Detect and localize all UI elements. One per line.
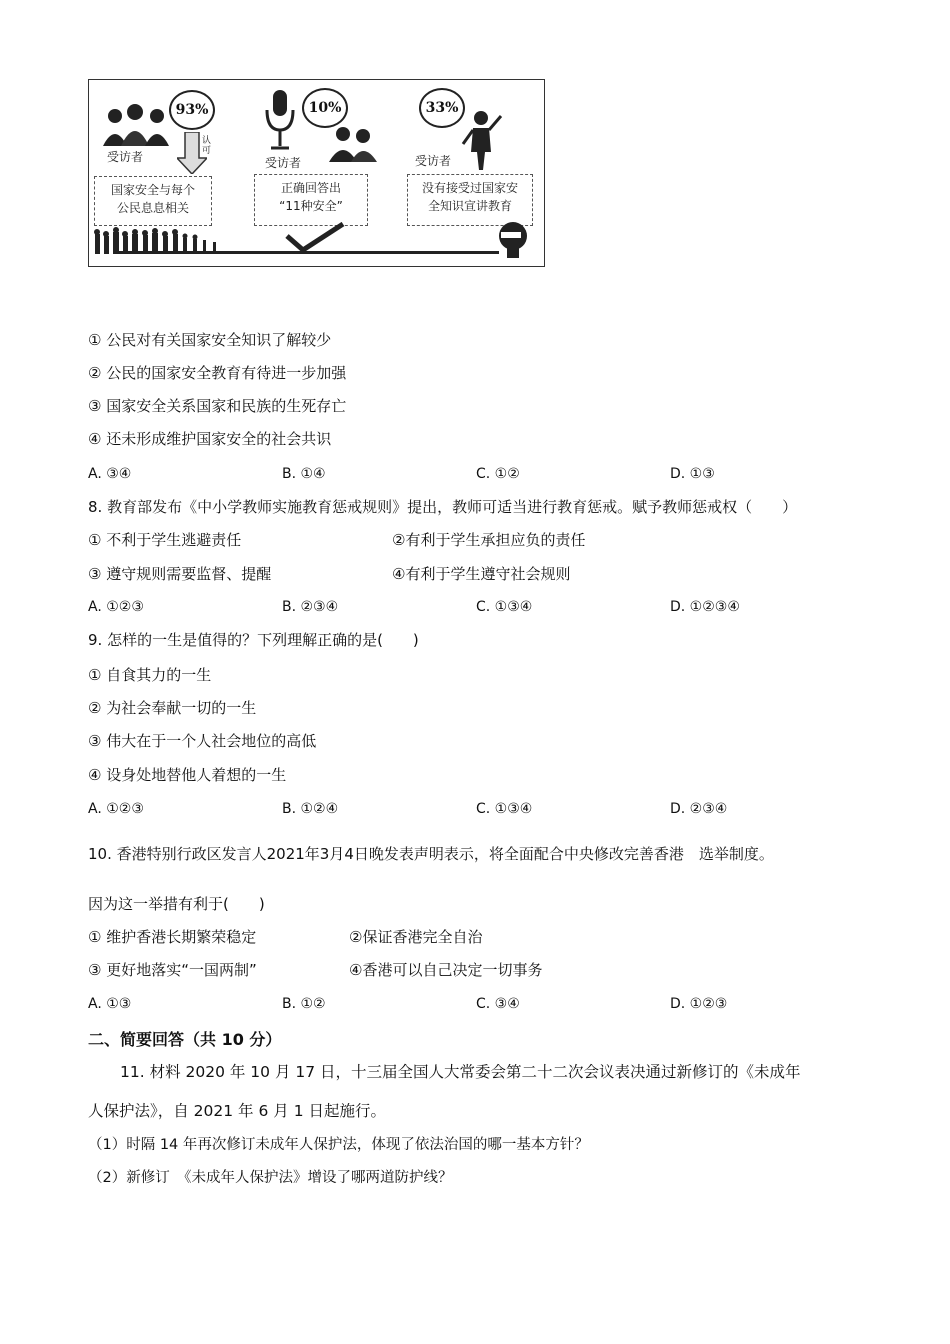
q10-statement-1: ① 维护香港长期繁荣稳定 — [88, 928, 257, 946]
q7-option-b: B. ①④ — [282, 466, 326, 482]
q10-stem-line1: 10. 香港特别行政区发言人2021年3月4日晚发表声明表示，将全面配合中央修改完善香港 选举制度。 — [88, 845, 774, 863]
q8-option-b: B. ②③④ — [282, 599, 339, 615]
q8-option-c: C. ①③④ — [476, 599, 533, 615]
person-gesturing-icon — [459, 108, 503, 170]
q11-subquestion-1: （1）时隔 14 年再次修订未成年人保护法，体现了依法治国的哪一基本方针？ — [88, 1137, 589, 1153]
percent-bubble-1: 93% — [169, 90, 215, 130]
figure-baseline — [119, 251, 499, 254]
q8-statement-4: ④有利于学生遵守社会规则 — [392, 565, 571, 583]
q9-statement-4: ④ 设身处地替他人着想的一生 — [88, 766, 287, 784]
fact-box-1 — [94, 176, 212, 226]
q8-statement-1: ① 不利于学生逃避责任 — [88, 531, 242, 549]
q10-statement-3: ③ 更好地落实“一国两制” — [88, 961, 257, 979]
q10-stem-line2: 因为这一举措有利于( ) — [88, 895, 265, 913]
arrow-label: 认可 — [202, 136, 212, 156]
people-group-icon — [103, 102, 173, 148]
caption-1: 受访者 — [107, 150, 144, 164]
q9-option-d: D. ②③④ — [670, 801, 728, 817]
q8-stem: 8. 教育部发布《中小学教师实施教育惩戒规则》提出，教师可适当进行教育惩戒。赋予教师惩戒权（ ） — [88, 498, 798, 516]
q7-statement-4: ④ 还未形成维护国家安全的社会共识 — [88, 430, 332, 448]
q7-option-d: D. ①③ — [670, 466, 715, 482]
q9-stem: 9. 怎样的一生是值得的？下列理解正确的是( ) — [88, 631, 419, 649]
q10-option-c: C. ③④ — [476, 996, 520, 1012]
percent-bubble-2: 10% — [302, 88, 348, 128]
fact-box-2-line2: “11种安全” — [279, 199, 343, 213]
q9-statement-1: ① 自食其力的一生 — [88, 666, 212, 684]
q9-option-c: C. ①③④ — [476, 801, 533, 817]
q10-option-d: D. ①②③ — [670, 996, 728, 1012]
q11-line1: 11. 材料 2020 年 10 月 17 日，十三届全国人大常委会第二十二次会议表决通过新修订的《未成年 — [120, 1063, 801, 1081]
section-title: 二、简要回答（共 10 分） — [88, 1030, 282, 1049]
caption-2: 受访者 — [265, 156, 302, 170]
fact-box-1-line2: 公民息息相关 — [116, 201, 189, 215]
fact-box-1-line1: 国家安全与每个 — [110, 183, 195, 197]
checkmark-icon — [285, 222, 345, 252]
q11-subquestion-2: （2）新修订 《未成年人保护法》增设了哪两道防护线？ — [88, 1170, 453, 1186]
q7-option-c: C. ①② — [476, 466, 520, 482]
q9-statement-2: ② 为社会奉献一切的一生 — [88, 699, 257, 717]
people-pair-icon — [329, 126, 379, 162]
microphone-icon — [265, 90, 295, 154]
q10-statement-4: ④香港可以自己决定一切事务 — [349, 961, 543, 979]
percent-bubble-3: 33% — [419, 88, 465, 128]
q8-statement-2: ②有利于学生承担应负的责任 — [392, 531, 586, 549]
head-profile-icon — [493, 218, 533, 258]
fact-box-3-line2: 全知识宣讲教育 — [427, 199, 512, 213]
q8-statement-3: ③ 遵守规则需要监督、提醒 — [88, 565, 272, 583]
q7-statement-2: ② 公民的国家安全教育有待进一步加强 — [88, 364, 347, 382]
q8-option-d: D. ①②③④ — [670, 599, 740, 615]
q10-option-b: B. ①② — [282, 996, 326, 1012]
q9-option-a: A. ①②③ — [88, 801, 144, 817]
fact-box-3-line1: 没有接受过国家安 — [421, 181, 518, 195]
survey-figure — [88, 79, 545, 267]
q7-option-a: A. ③④ — [88, 466, 132, 482]
q9-statement-3: ③ 伟大在于一个人社会地位的高低 — [88, 732, 317, 750]
q7-statement-1: ① 公民对有关国家安全知识了解较少 — [88, 331, 332, 349]
q10-option-a: A. ①③ — [88, 996, 132, 1012]
fact-box-2-line1: 正确回答出 — [280, 181, 341, 195]
caption-3: 受访者 — [415, 154, 452, 168]
q11-line2: 人保护法》，自 2021 年 6 月 1 日起施行。 — [88, 1102, 386, 1120]
q8-option-a: A. ①②③ — [88, 599, 144, 615]
q7-statement-3: ③ 国家安全关系国家和民族的生死存亡 — [88, 397, 347, 415]
q10-statement-2: ②保证香港完全自治 — [349, 928, 483, 946]
fact-box-2 — [254, 174, 368, 226]
q9-option-b: B. ①②④ — [282, 801, 339, 817]
